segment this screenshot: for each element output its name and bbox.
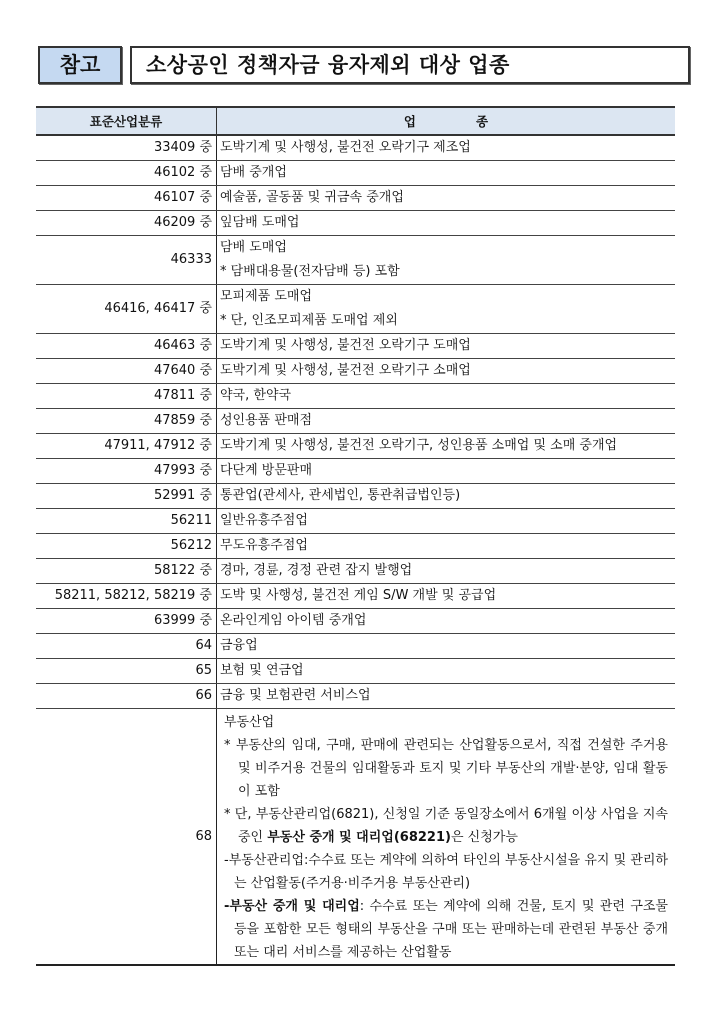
row-code: 58122 중 — [36, 559, 217, 584]
row-code: 47911, 47912 중 — [36, 434, 217, 459]
table-row — [36, 559, 675, 584]
row-code: 33409 중 — [36, 135, 217, 161]
row-desc: 다단계 방문판매 — [217, 459, 676, 484]
table-row — [36, 211, 675, 236]
row-desc: 금융 및 보험관련 서비스업 — [217, 684, 676, 709]
row-code: 46416, 46417 중 — [36, 285, 217, 334]
table-row — [36, 285, 675, 334]
row-desc: 약국, 한약국 — [217, 384, 676, 409]
row-desc — [217, 285, 676, 334]
row-code: 56212 — [36, 534, 217, 559]
table-row — [36, 459, 675, 484]
column-header-industry: 업종 — [217, 107, 676, 135]
row-code: 47859 중 — [36, 409, 217, 434]
table-row — [36, 509, 675, 534]
row-desc — [217, 236, 676, 285]
row-code: 47993 중 — [36, 459, 217, 484]
row-note: * 단, 인조모피제품 도매업 제외 — [220, 313, 398, 328]
table-row — [36, 334, 675, 359]
table-row — [36, 384, 675, 409]
row-note-3: -부동산관리업:수수료 또는 계약에 의하여 타인의 부동산시설을 유지 및 관리하는 산업활동(주거용·비주거용 부동산관리) — [224, 853, 668, 891]
row-code: 66 — [36, 684, 217, 709]
row-desc: 도박기계 및 사행성, 불건전 오락기구 도매업 — [217, 334, 676, 359]
table-row — [36, 584, 675, 609]
row-desc: 도박기계 및 사행성, 불건전 오락기구 소매업 — [217, 359, 676, 384]
row-code: 64 — [36, 634, 217, 659]
row-code: 46102 중 — [36, 161, 217, 186]
row-desc: 경마, 경륜, 경정 관련 잡지 발행업 — [217, 559, 676, 584]
row-desc: 통관업(관세사, 관세법인, 통관취급법인등) — [217, 484, 676, 509]
title-block — [38, 46, 676, 84]
row-desc: 금융업 — [217, 634, 676, 659]
row-code: 46107 중 — [36, 186, 217, 211]
row-code: 58211, 58212, 58219 중 — [36, 584, 217, 609]
table-row — [36, 634, 675, 659]
row-code: 65 — [36, 659, 217, 684]
row-desc: 도박기계 및 사행성, 불건전 오락기구 제조업 — [217, 135, 676, 161]
table-row — [36, 161, 675, 186]
row-desc: 무도유흥주점업 — [217, 534, 676, 559]
table-row — [36, 609, 675, 634]
row-desc: 담배 중개업 — [217, 161, 676, 186]
row-desc: 성인용품 판매점 — [217, 409, 676, 434]
row-desc: 보험 및 연금업 — [217, 659, 676, 684]
table-row — [36, 534, 675, 559]
table-row — [36, 659, 675, 684]
row-desc-title: 담배 도매업 — [220, 240, 287, 255]
row-note: * 담배대용물(전자담배 등) 포함 — [220, 264, 400, 279]
table-row-68 — [36, 709, 675, 966]
row-note-2: * 단, 부동산관리업(6821), 신청일 기준 동일장소에서 6개월 이상 사업을 지속 중인 부동산 중개 및 대리업(68221)은 신청가능 — [224, 807, 668, 845]
row-note-1: * 부동산의 임대, 구매, 판매에 관련되는 산업활동으로서, 직접 건설한 주거용 및 비주거용 건물의 임대활동과 토지 및 기타 부동산의 개발·분양, 임대 활동이 포함 — [224, 738, 668, 799]
row-code: 52991 중 — [36, 484, 217, 509]
row-code: 46333 — [36, 236, 217, 285]
excluded-industries-table — [36, 106, 675, 966]
row-desc — [217, 709, 676, 966]
row-code: 46209 중 — [36, 211, 217, 236]
row-code: 47640 중 — [36, 359, 217, 384]
row-code: 56211 — [36, 509, 217, 534]
table-row — [36, 186, 675, 211]
table-header-row — [36, 107, 675, 135]
table-row — [36, 434, 675, 459]
row-desc-title: 모피제품 도매업 — [220, 289, 313, 304]
row-note-4: -부동산 중개 및 대리업: 수수료 또는 계약에 의해 건물, 토지 및 관련 구조물 등을 포함한 모든 형태의 부동산을 구매 또는 판매하는데 관련된 부동산 중개 또는 대리 서비스를 제공하는 산업활동 — [224, 899, 668, 960]
row-code: 47811 중 — [36, 384, 217, 409]
table-row — [36, 236, 675, 285]
table-row — [36, 409, 675, 434]
row-desc: 온라인게임 아이템 중개업 — [217, 609, 676, 634]
table-row — [36, 135, 675, 161]
row-desc: 일반유흥주점업 — [217, 509, 676, 534]
column-header-code: 표준산업분류 — [36, 107, 217, 135]
page-title: 소상공인 정책자금 융자제외 대상 업종 — [130, 46, 690, 84]
row-desc: 도박기계 및 사행성, 불건전 오락기구, 성인용품 소매업 및 소매 중개업 — [217, 434, 676, 459]
row-desc-title: 부동산업 — [224, 715, 275, 730]
row-desc: 잎담배 도매업 — [217, 211, 676, 236]
table-row — [36, 359, 675, 384]
row-code: 46463 중 — [36, 334, 217, 359]
row-code: 68 — [36, 709, 217, 966]
table-row — [36, 484, 675, 509]
row-desc: 예술품, 골동품 및 귀금속 중개업 — [217, 186, 676, 211]
table-row — [36, 684, 675, 709]
reference-tag: 참고 — [38, 46, 122, 84]
row-desc: 도박 및 사행성, 불건전 게임 S/W 개발 및 공급업 — [217, 584, 676, 609]
row-code: 63999 중 — [36, 609, 217, 634]
